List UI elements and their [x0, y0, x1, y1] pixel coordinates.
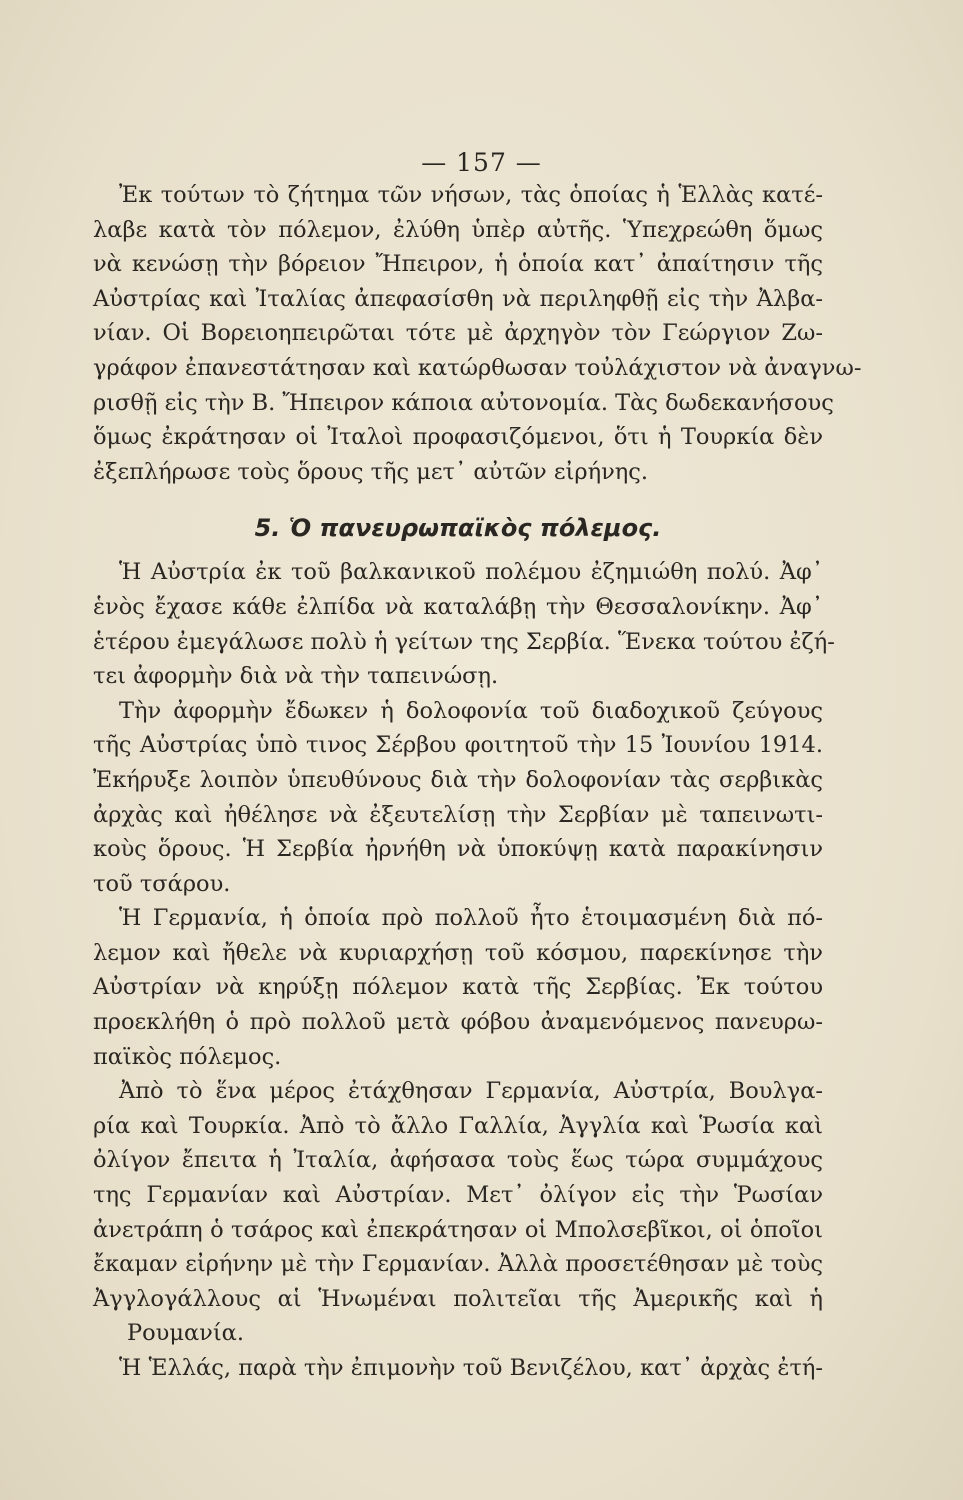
text-line: Αὐστρίας καὶ Ἰταλίας ἀπεφασίσθη νὰ περιληφθῇ εἰς τὴν Ἀλβα-: [93, 285, 823, 312]
text-line: ἀρχὰς καὶ ἠθέλησε νὰ ἐξευτελίσῃ τὴν Σερβίαν μὲ ταπεινωτι-: [93, 801, 823, 828]
paragraph-greece: [93, 1351, 823, 1386]
text-line: προεκλήθη ὁ πρὸ πολλοῦ μετὰ φόβου ἀναμενόμενος πανευρω-: [93, 1009, 823, 1036]
text-line: ρία καὶ Τουρκία. Ἀπὸ τὸ ἄλλο Γαλλία, Ἀγγλία καὶ Ῥωσία καὶ: [93, 1112, 823, 1139]
text-line: Ἀπὸ τὸ ἕνα μέρος ἐτάχθησαν Γερμανία, Αὐστρία, Βουλγα-: [119, 1078, 823, 1105]
body-text: [93, 178, 862, 1386]
text-line: κοὺς ὅρους. Ἡ Σερβία ἠρνήθη νὰ ὑποκύψῃ κατὰ παρακίνησιν: [93, 836, 823, 863]
paragraph-germany: [93, 901, 823, 1074]
text-line: γράφον ἐπανεστάτησαν καὶ κατώρθωσαν τοὐλάχιστον νὰ ἀναγνω-: [93, 354, 862, 381]
text-line: ἑνὸς ἔχασε κάθε ἐλπίδα νὰ καταλάβῃ τὴν Θεσσαλονίκην. Ἀφ᾿: [93, 593, 823, 620]
paragraph-islands: [93, 178, 862, 489]
paragraph-austria: [93, 555, 835, 693]
text-line: τοῦ τσάρου.: [93, 870, 231, 897]
section-heading: 5. Ὁ πανευρωπαϊκὸς πόλεμος.: [254, 514, 662, 543]
text-line: λαβε κατὰ τὸν πόλεμον, ἐλύθη ὑπὲρ αὐτῆς. Ὑπεχρεώθη ὅμως: [93, 216, 823, 243]
paragraph-assassination: [93, 694, 823, 902]
text-line: νὰ κενώσῃ τὴν βόρειον Ἤπειρον, ἡ ὁποία κατ᾿ ἀπαίτησιν τῆς: [93, 251, 823, 278]
text-line: Αὐστρίαν νὰ κηρύξῃ πόλεμον κατὰ τῆς Σερβίας. Ἐκ τούτου: [93, 974, 823, 1001]
text-line: Ρουμανία.: [127, 1320, 245, 1347]
text-line: τῆς Αὐστρίας ὑπὸ τινος Σέρβου φοιτητοῦ τὴν 15 Ἰουνίου 1914.: [93, 732, 823, 759]
text-line: ἀνετράπη ὁ τσάρος καὶ ἐπεκράτησαν οἱ Μπολσεβῖκοι, οἱ ὁποῖοι: [93, 1216, 823, 1243]
page-number: — 157 —: [421, 148, 542, 177]
text-line: Ἡ Ἑλλάς, παρὰ τὴν ἐπιμονὴν τοῦ Βενιζέλου, κατ᾿ ἀρχὰς ἐτή-: [119, 1355, 823, 1381]
text-line: τει ἀφορμὴν διὰ νὰ τὴν ταπεινώσῃ.: [93, 663, 499, 690]
text-line: ὅμως ἐκράτησαν οἱ Ἰταλοὶ προφασιζόμενοι, ὅτι ἡ Τουρκία δὲν: [93, 424, 823, 451]
text-line: Ἀγγλογάλλους αἱ Ἡνωμέναι πολιτεῖαι τῆς Ἀμερικῆς καὶ ἡ: [93, 1285, 823, 1312]
text-line: ἐξεπλήρωσε τοὺς ὅρους τῆς μετ᾿ αὐτῶν εἰρήνης.: [93, 458, 648, 485]
text-line: Τὴν ἀφορμὴν ἔδωκεν ἡ δολοφονία τοῦ διαδοχικοῦ ζεύγους: [119, 697, 823, 724]
text-line: Ἐκήρυξε λοιπὸν ὑπευθύνους διὰ τὴν δολοφονίαν τὰς σερβικὰς: [93, 766, 823, 793]
text-line: ἑτέρου ἐμεγάλωσε πολὺ ἡ γείτων της Σερβία. Ἕνεκα τούτου ἐζή-: [93, 628, 835, 655]
text-line: Ἡ Γερμανία, ἡ ὁποία πρὸ πολλοῦ ἦτο ἑτοιμασμένη διὰ πό-: [119, 905, 823, 932]
text-line: Ἐκ τούτων τὸ ζήτημα τῶν νήσων, τὰς ὁποίας ἡ Ἑλλὰς κατέ-: [119, 182, 823, 208]
text-line: νίαν. Οἱ Βορειοηπειρῶται τότε μὲ ἀρχηγὸν τὸν Γεώργιον Ζω-: [93, 320, 823, 347]
paragraph-alliances: [93, 1074, 823, 1351]
text-line: της Γερμανίαν καὶ Αὐστρίαν. Μετ᾿ ὀλίγον εἰς τὴν Ῥωσίαν: [93, 1182, 823, 1209]
text-line: ρισθῇ εἰς τὴν Β. Ἤπειρον κάποια αὐτονομία. Τὰς δωδεκανήσους: [93, 389, 834, 416]
text-line: Ἡ Αὐστρία ἐκ τοῦ βαλκανικοῦ πολέμου ἐζημιώθη πολύ. Ἀφ᾿: [119, 559, 823, 586]
text-line: παϊκὸς πόλεμος.: [93, 1043, 282, 1070]
text-line: ἔκαμαν εἰρήνην μὲ τὴν Γερμανίαν. Ἀλλὰ προσετέθησαν μὲ τοὺς: [93, 1251, 823, 1278]
text-line: λεμον καὶ ἤθελε νὰ κυριαρχήσῃ τοῦ κόσμου, παρεκίνησε τὴν: [93, 939, 823, 966]
text-line: ὀλίγον ἔπειτα ἡ Ἰταλία, ἀφήσασα τοὺς ἕως τώρα συμμάχους: [93, 1147, 823, 1174]
